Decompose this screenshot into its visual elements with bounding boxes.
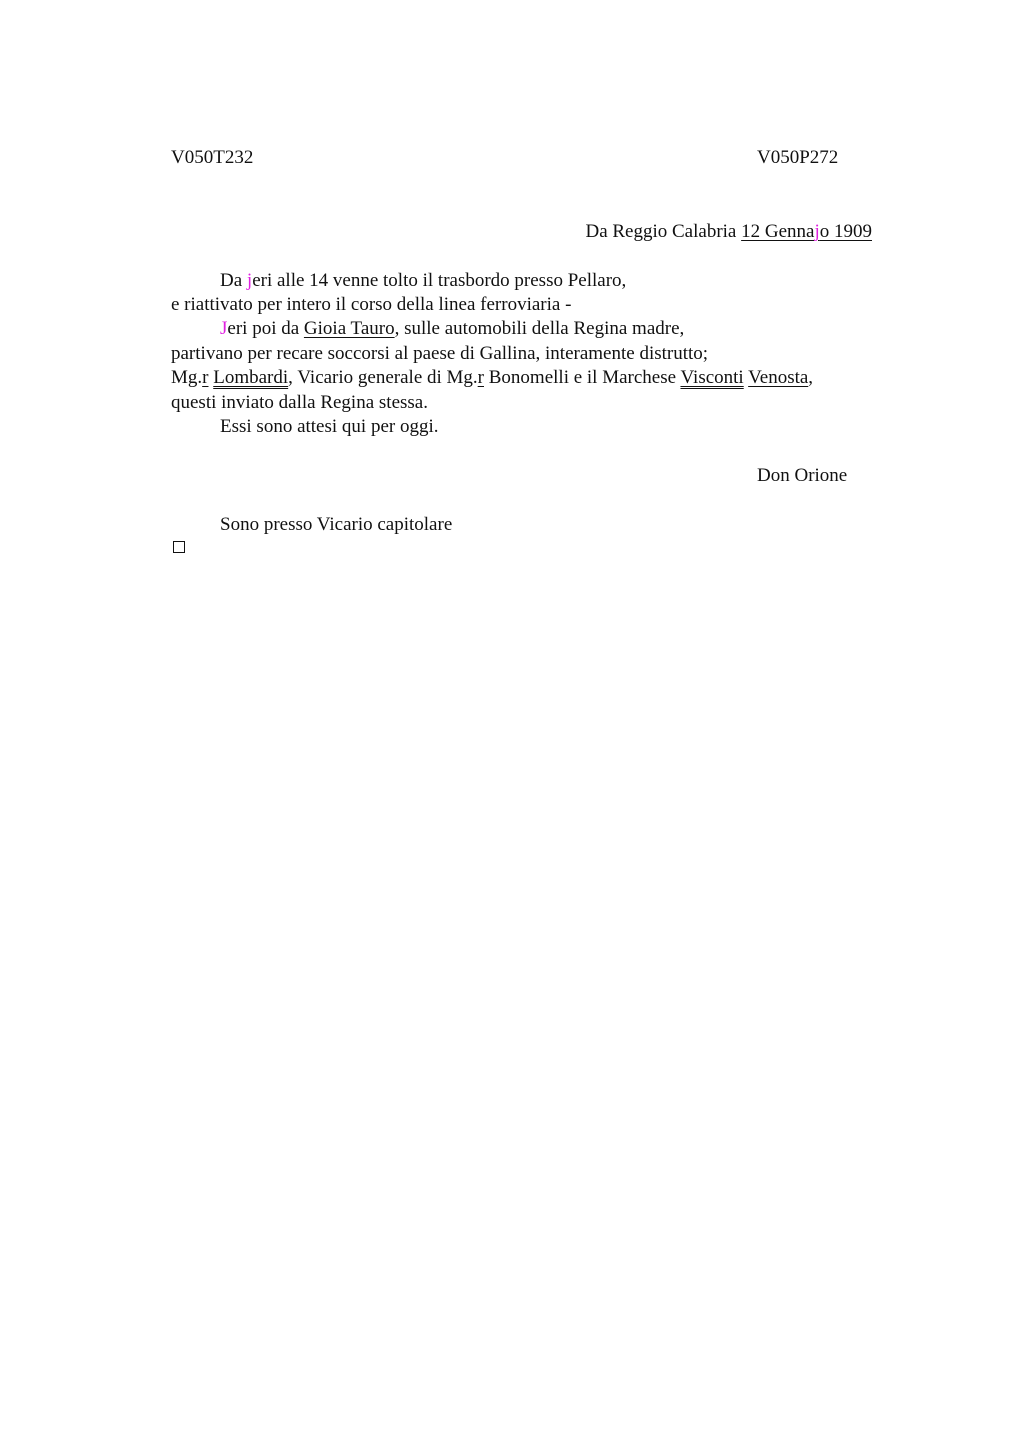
dateline: Da Reggio Calabria 12 Gennajo 1909 <box>585 221 872 242</box>
person-name: Lombardi <box>213 367 289 388</box>
place-name: Gioia Tauro <box>303 318 395 339</box>
empty-box-icon <box>173 541 185 553</box>
person-name: Venosta <box>748 367 809 388</box>
body-line-5: Mg.r Lombardi, Vicario generale di Mg.r Bonomelli e il Marchese Visconti Venosta, <box>171 367 814 388</box>
header-left-code: V050T232 <box>171 147 254 168</box>
header-right-code: V050P272 <box>757 147 839 168</box>
date-underlined: 12 Gennajo 1909 <box>741 221 872 242</box>
postscript: Sono presso Vicario capitolare <box>220 514 453 535</box>
body-line-2: e riattivato per intero il corso della linea ferroviaria - <box>171 294 572 315</box>
body-line-1: Da jeri alle 14 venne tolto il trasbordo presso Pellaro, <box>220 270 627 291</box>
body-line-6: questi inviato dalla Regina stessa. <box>171 392 428 413</box>
person-name: Visconti <box>680 367 744 388</box>
signature: Don Orione <box>757 465 848 486</box>
body-line-3: Jeri poi da Gioia Tauro, sulle automobili della Regina madre, <box>220 318 685 339</box>
body-line-7: Essi sono attesi qui per oggi. <box>220 416 439 437</box>
body-line-4: partivano per recare soccorsi al paese di Gallina, interamente distrutto; <box>171 343 709 364</box>
